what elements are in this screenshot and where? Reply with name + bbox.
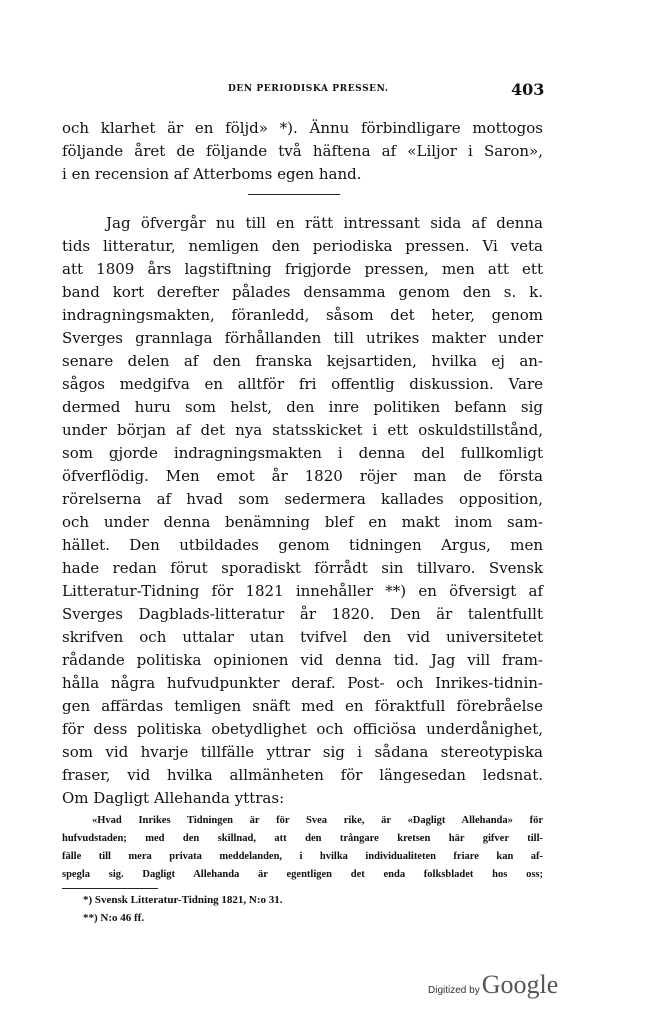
- text-line: rådande politiska opinionen vid denna tid. Jag vill fram-: [62, 651, 543, 669]
- google-logo: Google: [481, 970, 559, 999]
- text-line: i en recension af Atterboms egen hand.: [62, 165, 362, 183]
- text-line: och under denna benämning blef en makt inom sam-: [62, 513, 543, 531]
- text-line: som vid hvarje tillfälle yttrar sig i sådana stereotypiska: [62, 743, 543, 761]
- text-line: rörelserna af hvad som sedermera kallades opposition,: [62, 490, 543, 508]
- text-line: Jag öfvergår nu till en rätt intressant sida af denna: [106, 214, 543, 232]
- text-line: följande året de följande två häftena af «Liljor i Saron»,: [62, 142, 543, 160]
- digitized-label: Digitized by: [428, 985, 480, 996]
- text-line: hade redan förut sporadiskt förrådt sin tillvaro. Svensk: [62, 559, 543, 577]
- text-line: som gjorde indragningsmakten i denna del fullkomligt: [62, 444, 543, 462]
- text-line: och klarhet är en följd» *). Ännu förbindligare mottogos: [62, 119, 543, 137]
- text-line: hålla några hufvudpunkter deraf. Post- och Inrikes-tidnin-: [62, 674, 543, 692]
- running-title: DEN PERIODISKA PRESSEN.: [228, 84, 389, 94]
- quote-line: hufvudstaden; med den skillnad, att den trångare kretsen här gifver till-: [62, 833, 543, 844]
- text-line: sågos medgifva en alltför fri offentlig diskussion. Vare: [62, 375, 543, 393]
- quote-line: spegla sig. Dagligt Allehanda är egentligen det enda folksbladet hos oss;: [62, 869, 543, 880]
- text-line: Om Dagligt Allehanda yttras:: [62, 789, 285, 807]
- footnote-divider: [62, 888, 158, 889]
- footnote: **) N:o 46 ff.: [83, 912, 145, 924]
- text-line: Sverges Dagblads-litteratur år 1820. Den är talentfullt: [62, 605, 543, 623]
- digitized-by-watermark: [428, 970, 558, 1010]
- text-line: att 1809 års lagstiftning frigjorde pressen, men att ett: [62, 260, 543, 278]
- page-number: 403: [511, 80, 545, 99]
- section-divider: [248, 194, 340, 195]
- text-line: fraser, vid hvilka allmänheten för längesedan ledsnat.: [62, 766, 543, 784]
- text-line: skrifven och uttalar utan tvifvel den vid universitetet: [62, 628, 543, 646]
- quote-line: fälle till mera privata meddelanden, i hvilka individualiteten friare kan af-: [62, 851, 543, 862]
- text-line: öfverflödig. Men emot år 1820 röjer man de första: [62, 467, 543, 485]
- footnote: *) Svensk Litteratur-Tidning 1821, N:o 31.: [83, 894, 283, 906]
- text-line: hället. Den utbildades genom tidningen Argus, men: [62, 536, 543, 554]
- page-header: [0, 80, 648, 102]
- text-line: under början af det nya statsskicket i ett oskuldstillstånd,: [62, 421, 543, 439]
- text-line: Litteratur-Tidning för 1821 innehåller **) en öfversigt af: [62, 582, 543, 600]
- text-line: senare delen af den franska kejsartiden, hvilka ej an-: [62, 352, 543, 370]
- text-line: band kort derefter pålades densamma genom den s. k.: [62, 283, 543, 301]
- text-line: för dess politiska obetydlighet och officiösa underdånighet,: [62, 720, 543, 738]
- text-line: indragningsmakten, föranledd, såsom det heter, genom: [62, 306, 543, 324]
- text-line: dermed huru som helst, den inre politiken befann sig: [62, 398, 543, 416]
- quote-line: «Hvad Inrikes Tidningen är för Svea rike, är «Dagligt Allehanda» för: [92, 815, 543, 826]
- text-line: tids litteratur, nemligen den periodiska pressen. Vi veta: [62, 237, 543, 255]
- text-line: Sverges grannlaga förhållanden till utrikes makter under: [62, 329, 543, 347]
- text-line: gen affärdas temligen snäft med en föraktfull förebråelse: [62, 697, 543, 715]
